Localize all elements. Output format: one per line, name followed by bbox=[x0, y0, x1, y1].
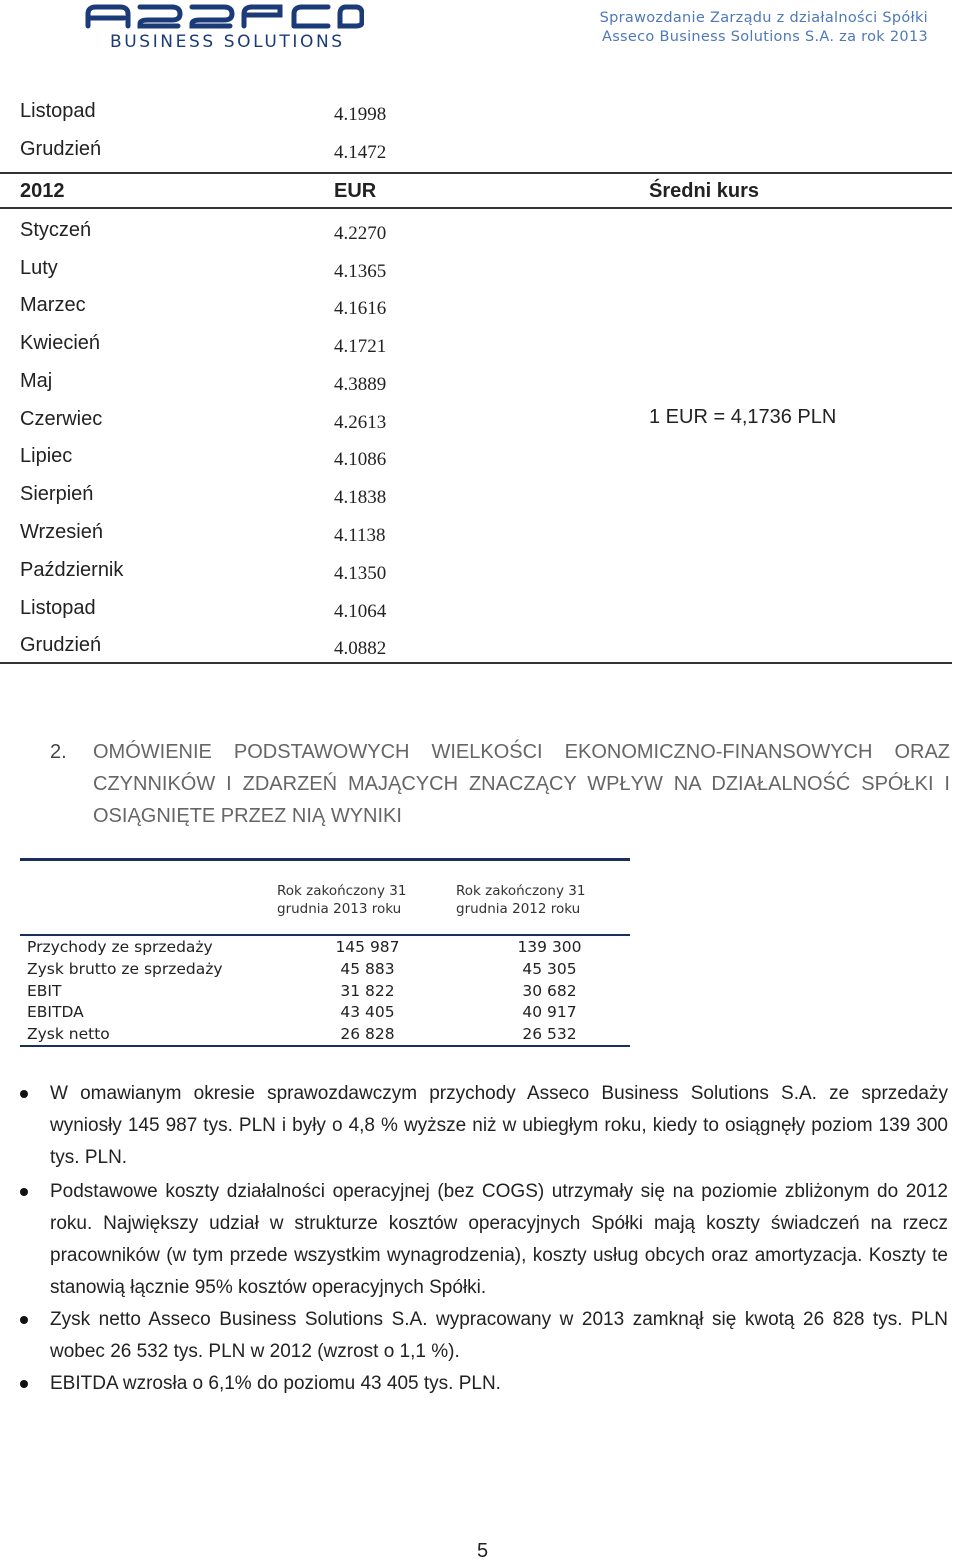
rate-month: Listopad bbox=[20, 100, 96, 122]
rate-month: Listopad bbox=[20, 597, 96, 619]
asseco-logo-wordmark bbox=[84, 2, 364, 30]
rate-row bbox=[0, 628, 960, 666]
rate-month: Październik bbox=[20, 559, 124, 581]
rate-row bbox=[0, 591, 960, 629]
fin-value-2012: 30 682 bbox=[522, 982, 577, 1000]
rate-month: Grudzień bbox=[20, 634, 102, 656]
rate-month: Luty bbox=[20, 257, 58, 279]
rate-row bbox=[0, 326, 960, 364]
rate-value: 4.1998 bbox=[334, 104, 387, 125]
rate-row bbox=[0, 515, 960, 553]
report-title-line1: Sprawozdanie Zarządu z działalności Spółki bbox=[599, 10, 928, 26]
rate-value: 4.3889 bbox=[334, 374, 387, 395]
bullet-list bbox=[50, 1078, 948, 1400]
rate-value: 4.1086 bbox=[334, 449, 387, 470]
rate-row bbox=[0, 553, 960, 591]
list-item: EBITDA wzrosła o 6,1% do poziomu 43 405 tys. PLN. bbox=[50, 1368, 948, 1400]
average-rate-label: Średni kurs bbox=[649, 180, 760, 202]
fin-table-top-rule bbox=[20, 858, 630, 861]
fin-value-2013: 45 883 bbox=[340, 960, 395, 978]
rate-row bbox=[0, 94, 960, 132]
rate-row bbox=[0, 477, 960, 515]
rates-year-header bbox=[0, 172, 952, 209]
rate-month: Sierpień bbox=[20, 483, 94, 505]
fin-row-label: Przychody ze sprzedaży bbox=[27, 938, 213, 956]
fin-row-label: Zysk brutto ze sprzedaży bbox=[27, 960, 223, 978]
rate-value: 4.1064 bbox=[334, 601, 387, 622]
logo-subtitle: BUSINESS SOLUTIONS bbox=[110, 32, 345, 52]
list-item: Podstawowe koszty działalności operacyjnej (bez COGS) utrzymały się na poziomie zbliżonym do 2012 roku. Największy udział w strukturze kosztów operacyjnych Spółki mają koszty świadczeń na rzecz pracowników (w tym przede wszystkim wynagrodzenia), koszty usług obcych oraz amortyzacja. Koszty te stanowią łącznie 95% kosztów operacyjnych Spółki. bbox=[50, 1176, 948, 1304]
rate-value: 4.0882 bbox=[334, 638, 387, 659]
rate-row bbox=[0, 213, 960, 251]
fin-row-label: EBITDA bbox=[27, 1003, 84, 1021]
section-number: 2. bbox=[50, 741, 67, 763]
table-row bbox=[0, 960, 640, 982]
table-row bbox=[0, 1003, 640, 1025]
fin-row-label: EBIT bbox=[27, 982, 62, 1000]
rate-value: 4.1838 bbox=[334, 487, 387, 508]
fin-value-2012: 26 532 bbox=[522, 1025, 577, 1043]
rate-row bbox=[0, 364, 960, 402]
rate-row bbox=[0, 439, 960, 477]
rate-month: Maj bbox=[20, 370, 53, 392]
report-title-line2: Asseco Business Solutions S.A. za rok 2013 bbox=[601, 29, 928, 45]
rate-value: 4.1365 bbox=[334, 261, 387, 282]
fin-table-header-rule bbox=[20, 934, 630, 936]
rate-value: 4.1616 bbox=[334, 298, 387, 319]
section-heading bbox=[50, 736, 950, 832]
rate-month: Kwiecień bbox=[20, 332, 101, 354]
rate-value: 4.1721 bbox=[334, 336, 387, 357]
rate-value: 4.1138 bbox=[334, 525, 386, 546]
rate-month: Lipiec bbox=[20, 445, 73, 467]
rate-row bbox=[0, 251, 960, 289]
rate-month: Styczeń bbox=[20, 219, 92, 241]
rate-month: Marzec bbox=[20, 294, 86, 316]
fin-table-bottom-rule bbox=[20, 1045, 630, 1047]
fin-value-2013: 26 828 bbox=[340, 1025, 395, 1043]
page-number: 5 bbox=[477, 1540, 489, 1562]
rate-row bbox=[0, 288, 960, 326]
fin-value-2012: 40 917 bbox=[522, 1003, 577, 1021]
table-row bbox=[0, 1025, 640, 1047]
fin-col-header-2013: Rok zakończony 31 grudnia 2013 roku bbox=[277, 883, 407, 917]
rate-value: 4.2270 bbox=[334, 223, 387, 244]
list-item: W omawianym okresie sprawozdawczym przychody Asseco Business Solutions S.A. ze sprzedaży wyniosły 145 987 tys. PLN i były o 4,8 % wyższe niż w ubiegłym roku, kiedy to osiągnęły poziom 139 300 tys. PLN. bbox=[50, 1078, 948, 1174]
asseco-logo bbox=[84, 2, 364, 54]
fin-value-2013: 145 987 bbox=[335, 938, 400, 956]
rate-month: Czerwiec bbox=[20, 408, 103, 430]
rate-month: Wrzesień bbox=[20, 521, 103, 543]
currency-label: EUR bbox=[334, 180, 377, 202]
rate-row bbox=[0, 132, 960, 170]
fin-row-label: Zysk netto bbox=[27, 1025, 110, 1043]
average-rate-value: 1 EUR = 4,1736 PLN bbox=[649, 406, 837, 428]
rate-month: Grudzień bbox=[20, 138, 102, 160]
rate-value: 4.1472 bbox=[334, 142, 387, 163]
report-title bbox=[600, 9, 928, 47]
fin-value-2012: 139 300 bbox=[517, 938, 582, 956]
year-label: 2012 bbox=[20, 180, 65, 202]
rate-value: 4.2613 bbox=[334, 412, 387, 433]
section-heading-line2: CZYNNIKÓW I ZDARZEŃ MAJĄCYCH ZNACZĄCY WPŁYW NA DZIAŁALNOŚĆ SPÓŁKI I bbox=[93, 773, 950, 795]
fin-value-2012: 45 305 bbox=[522, 960, 577, 978]
fin-value-2013: 31 822 bbox=[340, 982, 395, 1000]
fin-value-2013: 43 405 bbox=[340, 1003, 395, 1021]
fin-col-header-2012: Rok zakończony 31 grudnia 2012 roku bbox=[456, 883, 586, 917]
section-heading-line1: 2. OMÓWIENIE PODSTAWOWYCH WIELKOŚCI EKONOMICZNO-FINANSOWYCH ORAZ bbox=[50, 736, 950, 768]
rates-table-bottom-rule bbox=[0, 662, 952, 664]
table-row bbox=[0, 938, 640, 960]
table-row bbox=[0, 982, 640, 1004]
section-heading-line3: OSIĄGNIĘTE PRZEZ NIĄ WYNIKI bbox=[93, 805, 402, 827]
rate-value: 4.1350 bbox=[334, 563, 387, 584]
list-item: Zysk netto Asseco Business Solutions S.A. wypracowany w 2013 zamknął się kwotą 26 828 tys. PLN wobec 26 532 tys. PLN w 2012 (wzrost o 1,1 %). bbox=[50, 1304, 948, 1368]
